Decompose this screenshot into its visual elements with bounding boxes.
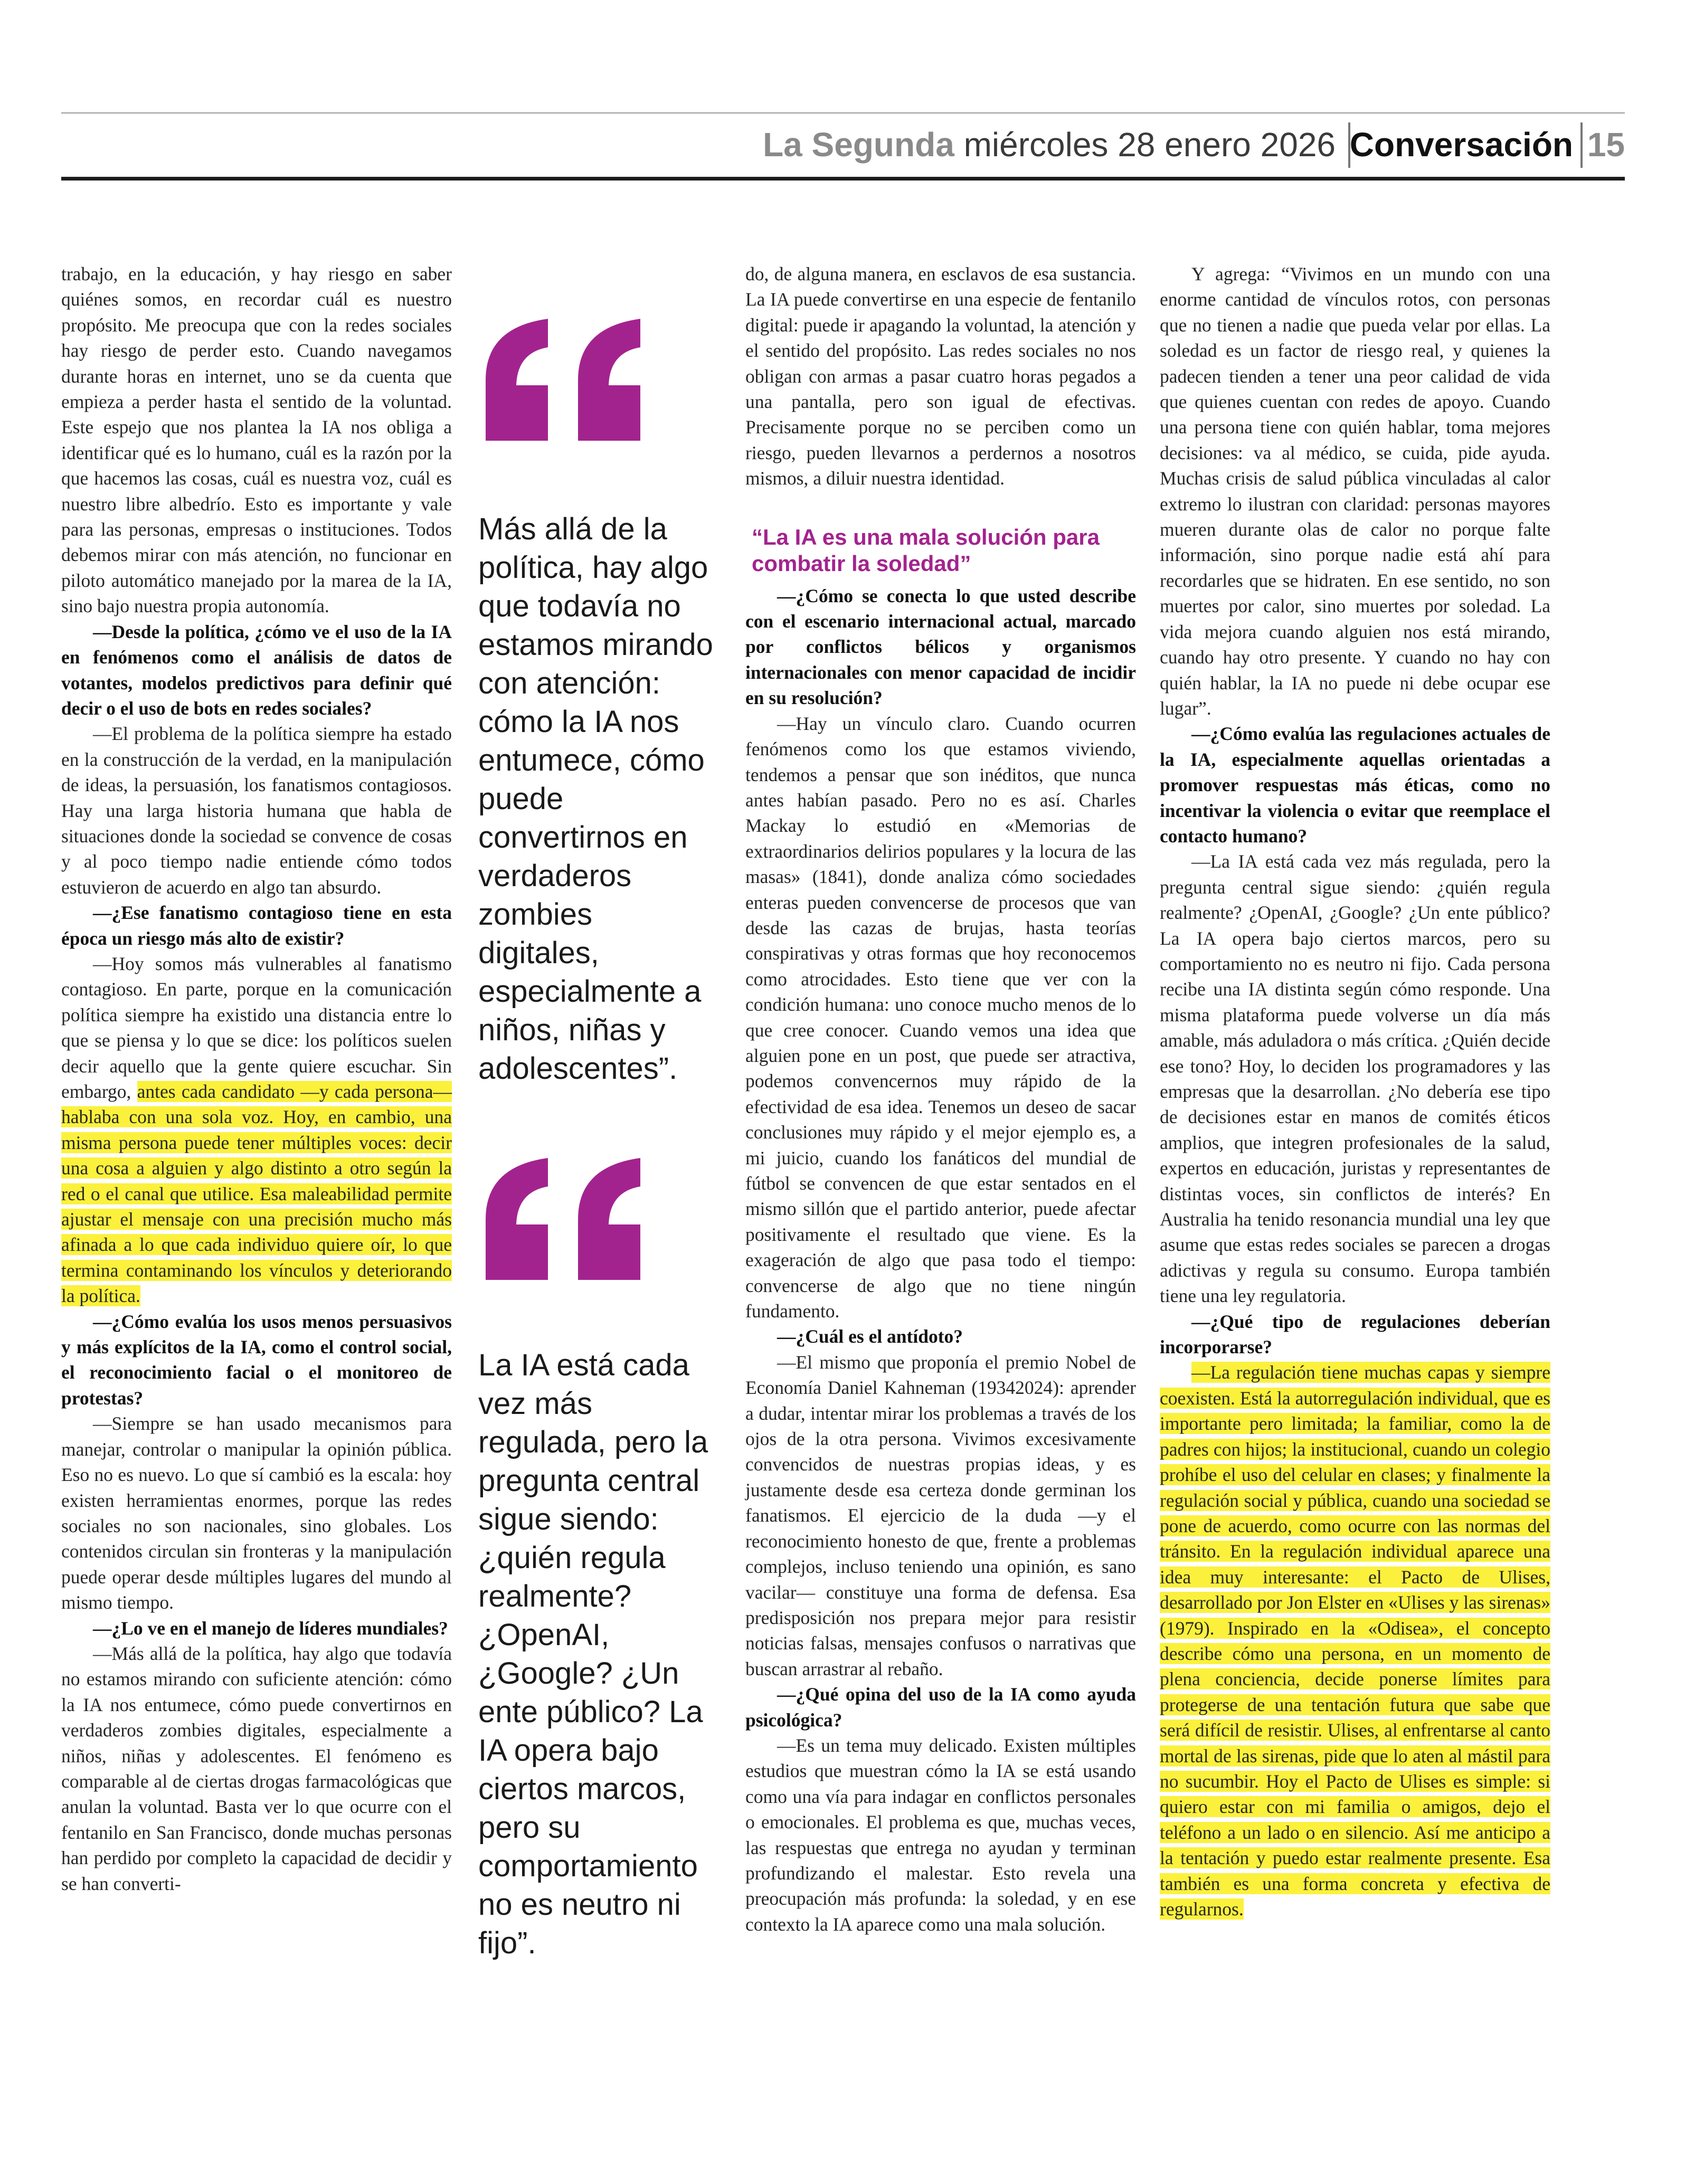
paragraph-text: —Siempre se han usado mecanismos para manejar, controlar o manipular la opinión pública. Eso no es nuevo. Lo que sí cambió es la escala: hoy existen herramientas enormes, porque las redes sociales no son nacionales, sino globales. Los contenidos circulan sin fronteras y la manipulación puede operar desde múltiples lugares del mundo al mismo tiempo. <box>61 1413 452 1613</box>
header-separator <box>1580 122 1583 168</box>
article-paragraph <box>745 1350 1136 1682</box>
article-paragraph <box>1160 261 1550 721</box>
interview-question <box>1160 721 1550 849</box>
article-column-2 <box>745 261 1136 1937</box>
article-paragraph <box>61 261 452 619</box>
header-rule <box>61 177 1625 181</box>
interview-question <box>61 900 452 951</box>
highlighted-text: antes cada candidato —y cada persona— hablaba con una sola voz. Hoy, en cambio, una misma persona puede tener múltiples voces: decir una cosa a alguien y algo distinto a otro según la red o el canal que utilice. Esa maleabilidad permite ajustar el mensaje con una precisión mucho más afinada a lo que cada individuo quiere oír, lo que termina contaminando los vínculos y deteriorando la política. <box>61 1081 452 1307</box>
paragraph-text: —¿Cómo evalúa los usos menos persuasivos y más explícitos de la IA, como el control social, el reconocimiento facial o el monitoreo de protestas? <box>61 1311 452 1409</box>
article-paragraph <box>61 1411 452 1615</box>
page-header <box>61 117 1625 175</box>
interview-question <box>61 1309 452 1411</box>
interview-question <box>61 619 452 721</box>
paragraph-text: —¿Ese fanatismo contagioso tiene en esta época un riesgo más alto de existir? <box>61 902 452 949</box>
issue-date: miércoles 28 enero 2026 <box>963 126 1336 164</box>
page-number: 15 <box>1587 126 1625 164</box>
paragraph-text: —Desde la política, ¿cómo ve el uso de la IA en fenómenos como el análisis de datos de votantes, modelos predictivos para definir qué decir o el uso de bots en redes sociales? <box>61 621 452 719</box>
paragraph-text: —Es un tema muy delicado. Existen múltiples estudios que muestran cómo la IA se está usando como una vía para indagar en conflictos personales o emocionales. El problema es que, muchas veces, las respuestas que entrega no ayudan y terminan profundizando el malestar. Esto revela una preocupación más profunda: la soledad, y en ese contexto la IA aparece como una mala solución. <box>745 1734 1136 1935</box>
paragraph-text: —La IA está cada vez más regulada, pero la pregunta central sigue siendo: ¿quién regula realmente? ¿OpenAI, ¿Google? ¿Un ente público? La IA opera bajo ciertos marcos, pero su comportamiento no es neutro ni fijo. Cada persona recibe una IA distinta según cómo responde. Una misma plataforma puede volverse un día más amable, más aduladora o más crítica. ¿Quién decide ese tono? Hoy, lo deciden los programadores y las empresas que la desarrollan. ¿No debería ese tipo de decisiones estar en manos de comités éticos amplios, que integren profesionales de la salud, expertos en educación, juristas y representantes de distintas voces, sin conflictos de interés? En Australia ha tenido resonancia mundial una ley que asume que estas redes sociales se parecen a drogas adictivas y regula su consumo. Europa también tiene una ley regulatoria. <box>1160 851 1550 1307</box>
article-paragraph <box>745 261 1136 491</box>
interview-question <box>61 1616 452 1641</box>
newspaper-brand: La Segunda <box>763 126 954 164</box>
masthead <box>763 120 1336 169</box>
pull-quote-1: Más allá de la política, hay algo que todavía no estamos mirando con atención: cómo la IA nos entumece, cómo puede convertirnos en verdaderos zombies digitales, especialmente a niños, niñas y adolescentes”. <box>478 512 713 1086</box>
article-column-3 <box>1160 261 1550 1922</box>
pull-quote-2: La IA está cada vez más regulada, pero la pregunta central sigue siendo: ¿quién regula realmente? ¿OpenAI, ¿Google? ¿Un ente público? La IA opera bajo ciertos marcos, pero su comportamiento no es neutro ni fijo”. <box>478 1348 708 1960</box>
paragraph-text: —¿Cómo evalúa las regulaciones actuales de la IA, especialmente aquellas orientadas a promover respuestas más éticas, como no incentivar la violencia o evitar que reemplace el contacto humano? <box>1160 723 1550 847</box>
paragraph-text: —Hay un vínculo claro. Cuando ocurren fenómenos como los que estamos viviendo, tendemos a pensar que son inéditos, que nunca antes habían pasado. Pero no es así. Charles Mackay lo estudió en «Memorias de extraordinarios delirios populares y la locura de las masas» (1841), donde analiza cómo sociedades enteras pueden convencerse de procesos que van desde las cazas de brujas, hasta teorías conspirativas y otras formas que hoy reconocemos como atrocidades. Esto tiene que ver con la condición humana: uno conoce mucho menos de lo que cree conocer. Cuando vemos una idea que alguien pone en un post, que puede ser atractiva, podemos convencernos muy rápido de la efectividad de esa idea. Tenemos un deseo de sacar conclusiones muy rápido y el mejor ejemplo es, a mi juicio, cuando los fanáticos del mundial de fútbol se convencen de que estar sentados en el mismo sillón que el partido anterior, puede afectar positivamente el resultado que viene. Es la exageración de algo que pasa todo el tiempo: convencerse de algo que no tiene ningún fundamento. <box>745 713 1136 1322</box>
paragraph-text: —¿Qué opina del uso de la IA como ayuda psicológica? <box>745 1684 1136 1731</box>
article-paragraph <box>1160 849 1550 1308</box>
article-paragraph <box>61 1641 452 1896</box>
paragraph-text: —¿Qué tipo de regulaciones deberían incorporarse? <box>1160 1311 1550 1358</box>
paragraph-text: —¿Cuál es el antídoto? <box>777 1326 963 1347</box>
article-column-1 <box>61 261 452 1896</box>
paragraph-text: Y agrega: “Vivimos en un mundo con una enorme cantidad de vínculos rotos, con personas que no tienen a nadie que pueda velar por ellas. La soledad es un factor de riesgo real, y quienes la padecen tienden a tener una peor calidad de vida que quienes cuentan con redes de apoyo. Cuando una persona tiene con quién hablar, toma mejores decisiones: va al médico, se cuida, pide ayuda. Muchas crisis de salud pública vinculadas al calor extremo lo ilustran con claridad: personas mayores mueren durante olas de calor no porque falte información, sino porque nadie está ahí para recordarles que se hidraten. En ese sentido, no son muertes por calor, sino muertes por soledad. La vida mejora cuando alguien nos está mirando, cuando hay otro presente. Y cuando no hay con quién hablar, la IA no puede ni debe ocupar ese lugar”. <box>1160 263 1550 719</box>
quote-mark-icon <box>475 317 665 443</box>
paragraph-text: —El problema de la política siempre ha estado en la construcción de la verdad, en la manipulación de ideas, la persuasión, los fanatismos contagiosos. Hay una larga historia humana que habla de situaciones donde la sociedad se convence de cosas y al poco tiempo nadie entiende cómo todos estuvieron de acuerdo en algo tan absurdo. <box>61 723 452 898</box>
quote-mark-icon <box>475 1156 665 1283</box>
interview-question <box>745 1682 1136 1733</box>
paragraph-text: —¿Lo ve en el manejo de líderes mundiales? <box>93 1617 448 1639</box>
interview-question <box>745 1324 1136 1349</box>
paragraph-text: —El mismo que proponía el premio Nobel de Economía Daniel Kahneman (19342024): aprender a dudar, intentar mirar los problemas a través de los ojos de la otra persona. Vivimos excesivamente convencidos de nuestras propias ideas, y es justamente desde esa certeza donde germinan los fanatismos. El ejercicio de la duda —y el reconocimiento honesto de que, frente a problemas complejos, incluso teniendo una opinión, es sano vacilar— constituye una forma de defensa. Esa predisposición nos prepara mejor para resistir noticias falsas, mensajes confusos o narrativas que buscan arrastrar al rebaño. <box>745 1351 1136 1679</box>
interview-question <box>745 583 1136 711</box>
paragraph-text: —Más allá de la política, hay algo que todavía no estamos mirando con suficiente atención: cómo la IA nos entumece, cómo puede convertirnos en verdaderos zombies digitales, especialmente a niños, niñas y adolescentes. El fenómeno es comparable al de ciertas drogas farmacológicas que anulan la voluntad. Basta ver lo que ocurre con el fentanilo en San Francisco, donde muchas personas han perdido por completo la capacidad de decidir y se han converti- <box>61 1642 452 1894</box>
highlighted-text: —La regulación tiene muchas capas y siempre coexisten. Está la autorregulación individual, que es importante pero limitada; la familiar, como la de padres con hijos; la institucional, cuando un colegio prohíbe el uso del celular en clases; y finalmente la regulación social y pública, cuando una sociedad se pone de acuerdo, como ocurre con las normas del tránsito. En la regulación individual aparece una idea muy interesante: el Pacto de Ulises, desarrollado por Jon Elster en «Ulises y las sirenas» (1979). Inspirado en la «Odisea», el concepto describe cómo una persona, en un momento de plena conciencia, decide ponerse límites para protegerse de una tentación futura que sabe que será difícil de resistir. Ulises, al enfrentarse al canto mortal de las sirenas, pide que lo aten al mástil para no sucumbir. Hoy el Pacto de Ulises es simple: si quiero estar con mi familia o amigos, dejo el teléfono a un lado o en silencio. Así me anticipo a la tentación y puedo estar realmente presente. Esa también es una forma concreta y efectiva de regularnos. <box>1160 1362 1550 1920</box>
interview-question <box>1160 1309 1550 1360</box>
article-paragraph <box>61 951 452 1309</box>
paragraph-text: —¿Cómo se conecta lo que usted describe con el escenario internacional actual, marcado por conflictos bélicos y organismos internacionales con menor capacidad de incidir en su resolución? <box>745 585 1136 709</box>
article-paragraph <box>745 1733 1136 1937</box>
subheading: “La IA es una mala solución para combatir la soledad” <box>752 524 1100 576</box>
article-paragraph <box>61 721 452 900</box>
article-paragraph <box>745 711 1136 1324</box>
top-thin-rule <box>61 112 1625 113</box>
paragraph-text: —Hoy somos más vulnerables al fanatismo contagioso. En parte, porque en la comunicación política siempre ha existido una distancia entre lo que se piensa y lo que se dice: los políticos suelen decir aquello que la gente quiere escuchar. Sin embargo, <box>61 953 452 1102</box>
article-paragraph <box>1160 1360 1550 1922</box>
paragraph-text: trabajo, en la educación, y hay riesgo en saber quiénes somos, en recordar cuál es nuestro propósito. Me preocupa que con la redes sociales hay riesgo de perder esto. Cuando navegamos durante horas en internet, uno se da cuenta que empieza a perder hasta el sentido de la voluntad. Este espejo que nos plantea la IA nos obliga a identificar qué es lo humano, cuál es la razón por la que hacemos las cosas, cuál es nuestra voz, cuál es nuestro libre albedrío. Esto es importante y vale para las personas, empresas o instituciones. Todos debemos mirar con más atención, no funcionar en piloto automático manejado por la marea de la IA, sino bajo nuestra propia autonomía. <box>61 263 452 617</box>
section-name: Conversación <box>1349 126 1573 164</box>
paragraph-text: do, de alguna manera, en esclavos de esa sustancia. La IA puede convertirse en una especie de fentanilo digital: puede ir apagando la voluntad, la atención y el sentido del propósito. Las redes sociales no nos obligan con armas a pasar cuatro horas pegados a una pantalla, pero son igual de efectivas. Precisamente porque no se perciben como un riesgo, pueden llevarnos a perdernos a nosotros mismos, a diluir nuestra identidad. <box>745 263 1136 489</box>
